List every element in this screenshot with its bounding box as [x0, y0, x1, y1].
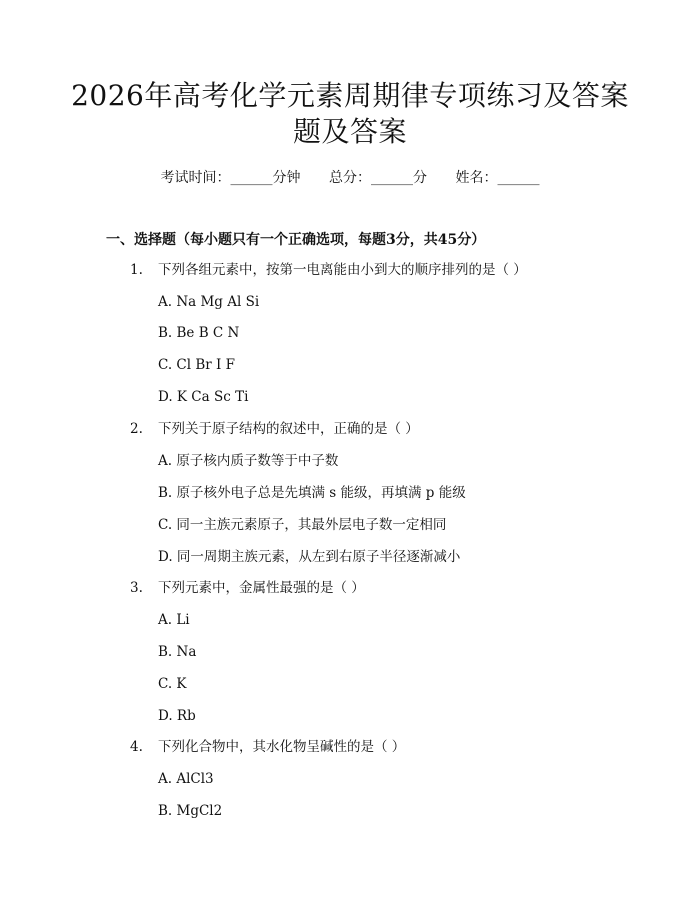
- question-number: 2.: [130, 421, 143, 437]
- option: C. 同一主族元素原子，其最外层电子数一定相同: [158, 517, 447, 533]
- option: A. Na Mg Al Si: [158, 294, 260, 310]
- option: A. AlCl3: [158, 771, 214, 787]
- question-text: 下列元素中，金属性最强的是（ ）: [158, 580, 365, 596]
- exam-meta: [0, 168, 700, 188]
- student-name: 姓名：______: [455, 170, 540, 186]
- section-heading: 一、选择题（每小题只有一个正确选项，每题3分，共45分）: [106, 232, 486, 248]
- question-text: 下列化合物中，其水化物呈碱性的是（ ）: [158, 739, 406, 755]
- exam-time: 考试时间：______分钟: [160, 170, 301, 186]
- option: D. K Ca Sc Ti: [158, 389, 249, 405]
- question-number: 4.: [130, 739, 143, 755]
- option: A. Li: [158, 612, 190, 628]
- option: B. 原子核外电子总是先填满 s 能级，再填满 p 能级: [158, 485, 466, 501]
- total-score: 总分：______分: [329, 170, 427, 186]
- option: D. 同一周期主族元素，从左到右原子半径逐渐减小: [158, 549, 461, 565]
- option: B. MgCl2: [158, 803, 223, 819]
- option: B. Na: [158, 644, 197, 660]
- option: C. K: [158, 676, 187, 692]
- title-line-2: 题及答案: [292, 115, 407, 148]
- option: D. Rb: [158, 708, 196, 724]
- page-title: [0, 78, 700, 150]
- question-number: 1.: [130, 262, 143, 278]
- option: B. Be B C N: [158, 325, 240, 341]
- question-text: 下列各组元素中，按第一电离能由小到大的顺序排列的是（ ）: [158, 262, 527, 278]
- option: C. Cl Br I F: [158, 357, 236, 373]
- question-number: 3.: [130, 580, 143, 596]
- question-text: 下列关于原子结构的叙述中，正确的是（ ）: [158, 421, 419, 437]
- option: A. 原子核内质子数等于中子数: [158, 453, 339, 469]
- title-line-1: 2026年高考化学元素周期律专项练习及答案: [71, 79, 629, 112]
